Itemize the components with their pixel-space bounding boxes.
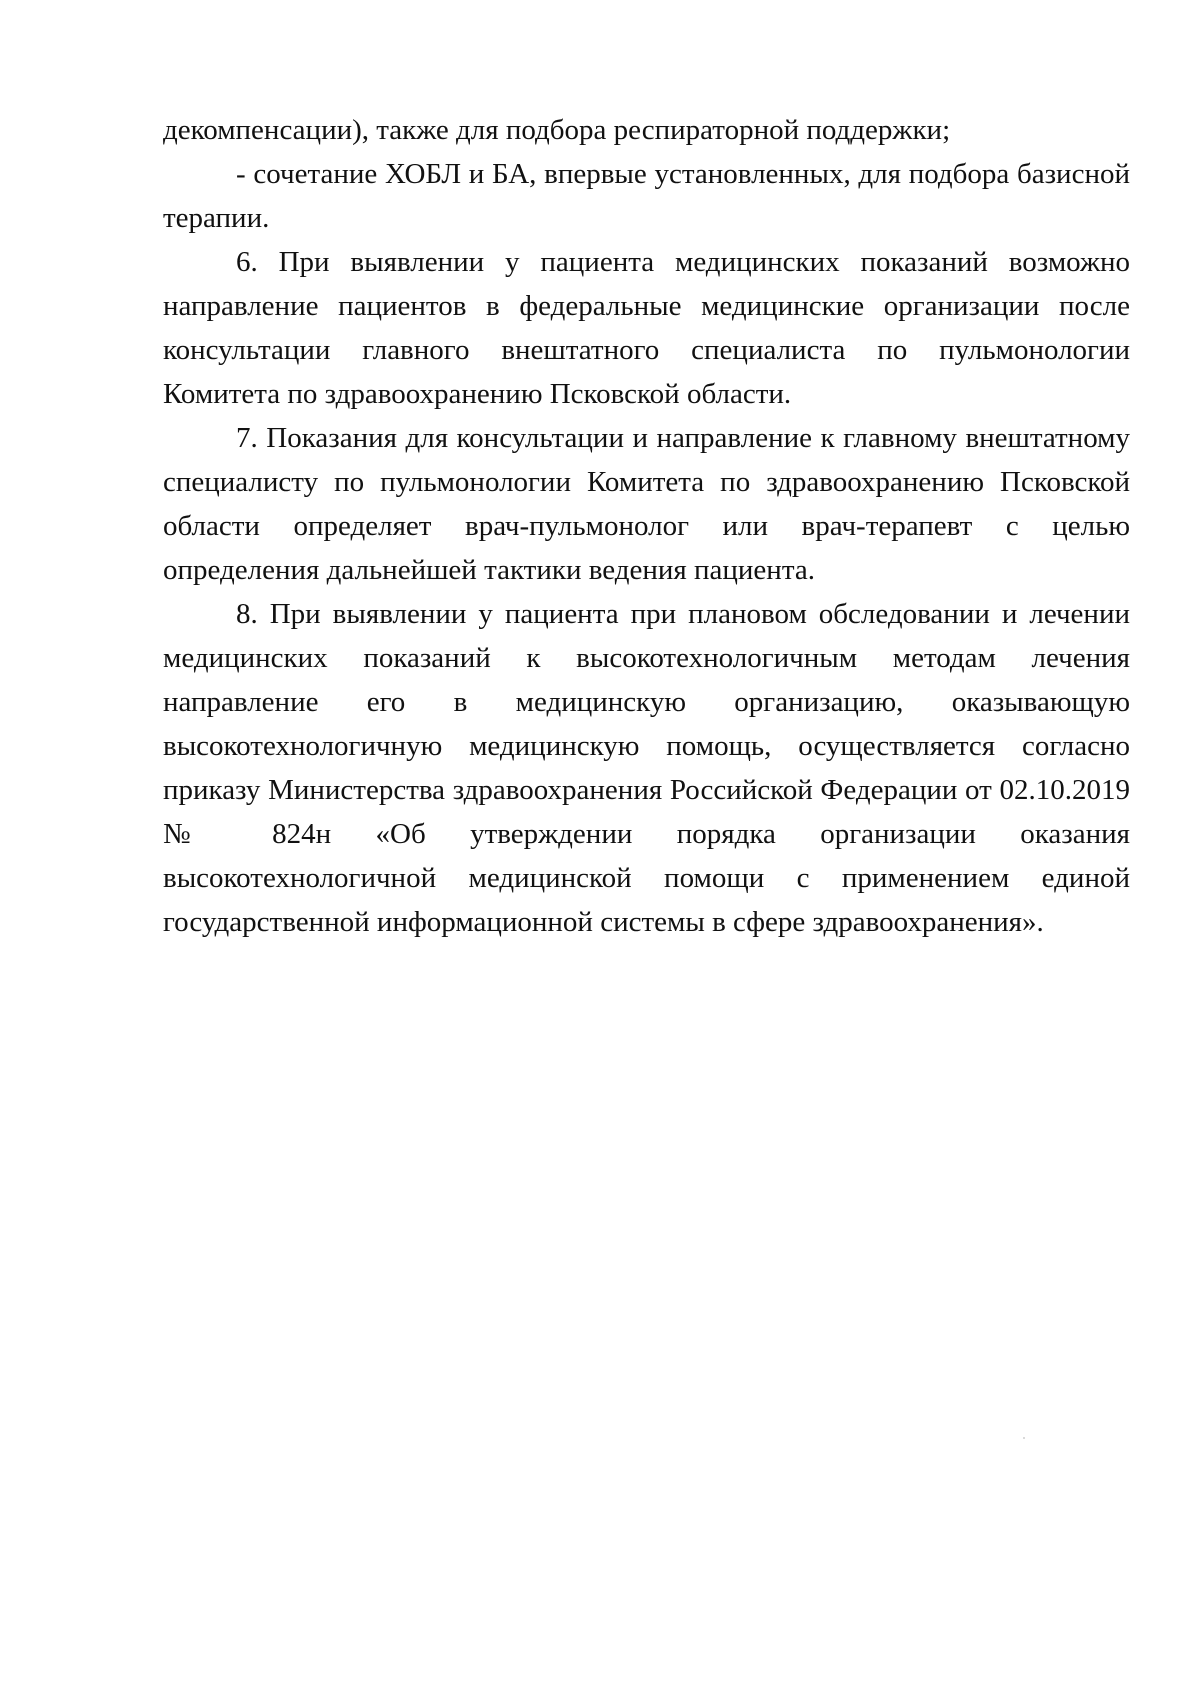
paragraph-continuation: декомпенсации), также для подбора респираторной поддержки; [163, 114, 951, 146]
paragraph-item-8: 8. При выявлении у пациента при плановом обследовании и лечении медицинских показаний к высокотехнологичным методам лечения направление его в медицинскую организацию, оказывающую высокотехнологичную медицинскую помощь, осуществляется согласно приказу Министерства здравоохранения Российской Федерации от 02.10.2019 № 824н «Об утверждении порядка организации оказания высокотехнологичной медицинской помощи с применением единой государственной информационной системы в сфере здравоохранения». [163, 598, 1130, 938]
paragraph-item-7: 7. Показания для консультации и направление к главному внештатному специалисту по пульмонологии Комитета по здравоохранению Псковской области определяет врач-пульмонолог или врач-терапевт с целью определения дальнейшей тактики ведения пациента. [163, 422, 1130, 586]
document-body [163, 108, 1130, 944]
paragraph-item-6: 6. При выявлении у пациента медицинских показаний возможно направление пациентов в федеральные медицинские организации после консультации главного внештатного специалиста по пульмонологии Комитета по здравоохранению Псковской области. [163, 246, 1130, 410]
scan-speck [1023, 1437, 1025, 1439]
paragraph-bullet-hobl-ba: - сочетание ХОБЛ и БА, впервые установленных, для подбора базисной терапии. [163, 158, 1130, 234]
